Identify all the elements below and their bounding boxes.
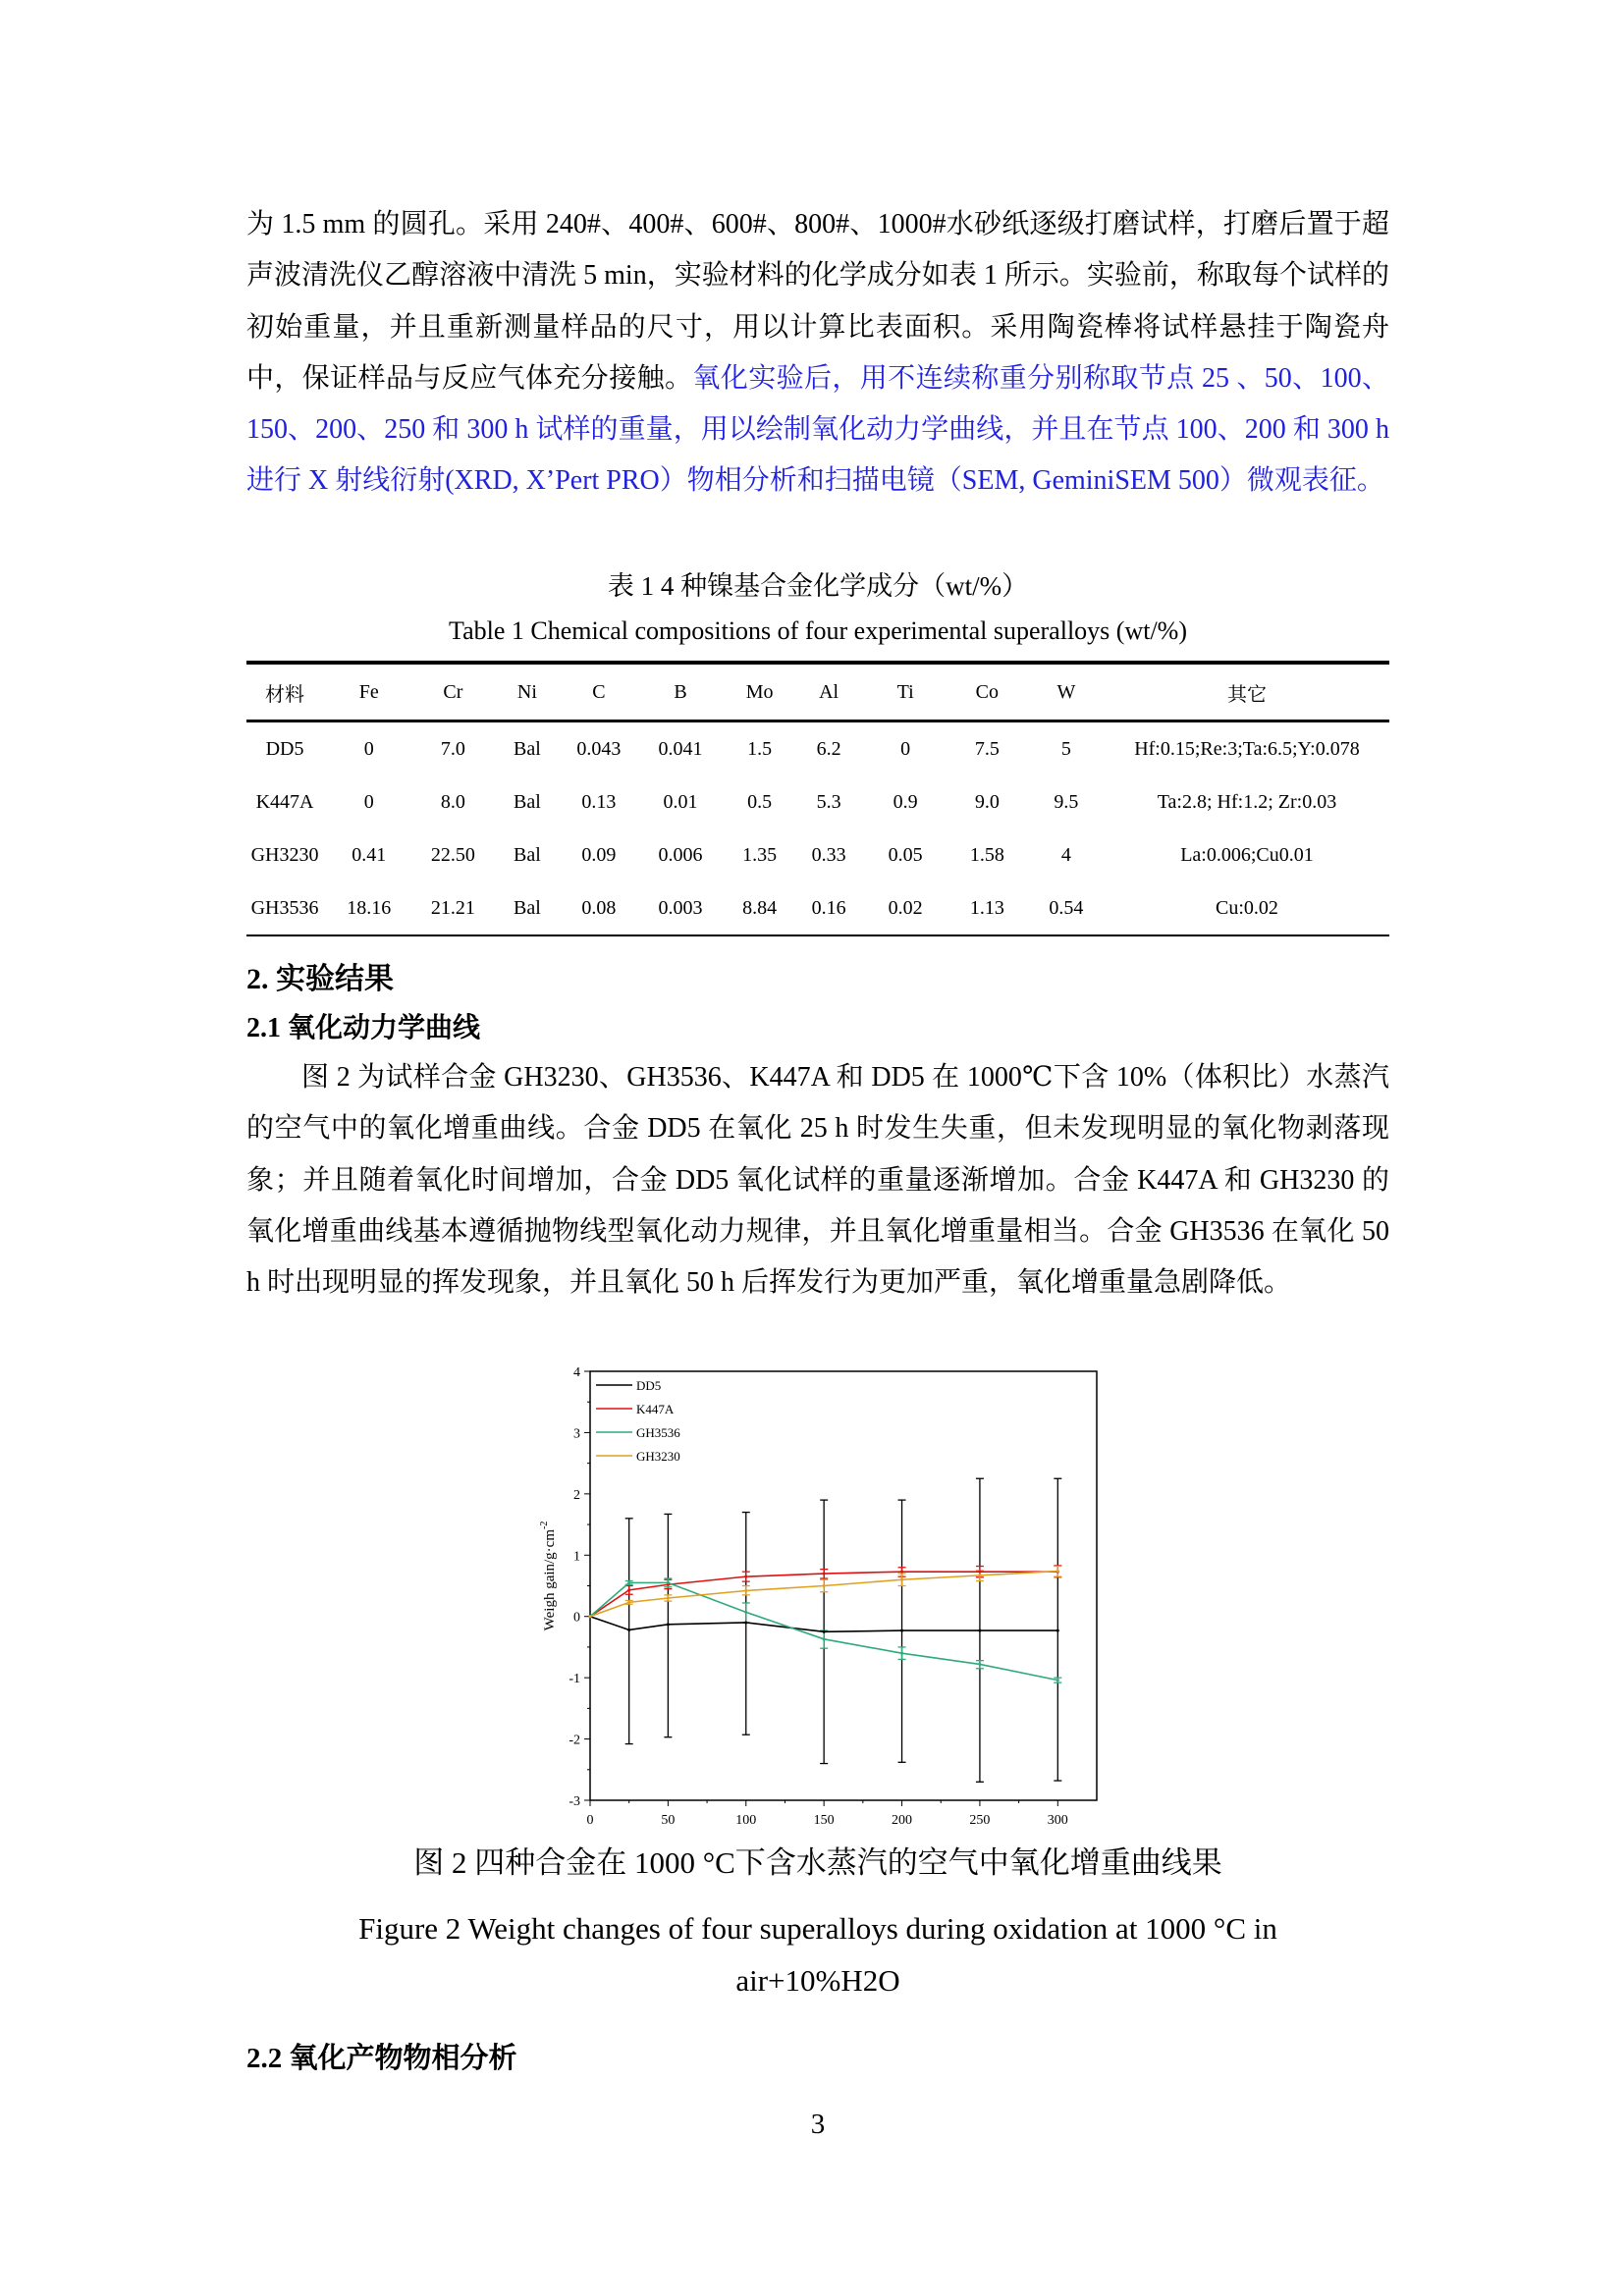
- y-tick-label: 2: [573, 1487, 580, 1503]
- table-cell: 0.006: [658, 843, 703, 866]
- column-header: Co: [947, 663, 1028, 721]
- y-tick-label: 3: [573, 1426, 580, 1442]
- intro-paragraph: [246, 199, 1389, 507]
- data-point-gh3536: [744, 1611, 747, 1614]
- subsection-heading-2-2: 2.2 氧化产物物相分析: [246, 2043, 517, 2074]
- column-header: Mo: [727, 663, 793, 721]
- data-point-dd5: [667, 1623, 670, 1626]
- table-body: [246, 721, 1389, 936]
- table-cell: Cu:0.02: [1216, 896, 1278, 919]
- table-caption-en: Table 1 Chemical compositions of four experimental superalloys (wt/%): [449, 616, 1187, 645]
- y-tick-label: 0: [573, 1610, 580, 1626]
- column-header: B: [634, 663, 726, 721]
- table-cell: GH3536: [250, 896, 319, 919]
- data-point-dd5: [1056, 1629, 1059, 1632]
- table-cell: 1.13: [969, 896, 1004, 919]
- table-cell: 9.5: [1054, 790, 1079, 813]
- intro-text-highlighted: 氧化实验后，用不连续称重分别称取节点 25 、50、100、150、200、250 和 300 h 试样的重量，用以绘制氧化动力学曲线，并且在节点 100、200 和 300 h 进行 X 射线衍射(XRD, X’Pert PRO）物相分析和扫描电镜（SEM, GeminiSEM 500）微观表征。: [246, 362, 1389, 497]
- x-tick-label: 50: [661, 1813, 676, 1828]
- data-point-dd5: [978, 1629, 981, 1632]
- column-header: Cr: [414, 663, 491, 721]
- figure-caption-en-line2: air+10%H2O: [735, 1963, 900, 1998]
- table-row: [246, 828, 1389, 881]
- data-point-k447a: [627, 1588, 630, 1591]
- table-cell: 0.9: [893, 790, 918, 813]
- results-paragraph: 图 2 为试样合金 GH3230、GH3536、K447A 和 DD5 在 1000℃下含 10%（体积比）水蒸汽的空气中的氧化增重曲线。合金 DD5 在氧化 25 h 时发生失重，但未发现明显的氧化物剥落现象；并且随着氧化时间增加，合金 DD5 氧化试样的重量逐渐增加。合金 K447A 和 GH3230 的氧化增重曲线基本遵循抛物线型氧化动力规律，并且氧化增重量相当。合金 GH3536 在氧化 50 h 时出现明显的挥发现象，并且氧化 50 h 后挥发行为更加严重，氧化增重量急剧降低。: [246, 1062, 1389, 1299]
- x-tick-label: 0: [586, 1813, 594, 1828]
- table-row: [246, 881, 1389, 935]
- table-cell: Bal: [514, 896, 541, 919]
- table-cell: Ta:2.8; Hf:1.2; Zr:0.03: [1157, 790, 1337, 813]
- table-cell: 0: [900, 737, 911, 760]
- weight-gain-chart: [530, 1360, 1119, 1831]
- data-point-gh3536: [900, 1652, 903, 1655]
- data-point-k447a: [823, 1573, 826, 1575]
- table-cell: 0.41: [352, 843, 387, 866]
- data-point-gh3230: [823, 1584, 826, 1587]
- table-cell: 4: [1060, 843, 1071, 866]
- y-tick-label: 4: [573, 1365, 580, 1380]
- table-cell: 0.13: [581, 790, 617, 813]
- intro-text: 为 1.5 mm 的圆孔。采用 240#、400#、600#、800#、1000#水砂纸逐级打磨试样，打磨后置于超声波清洗仪乙醇溶液中清洗 5 min，实验材料的化学成分如表 1 所示。实验前，称取每个试样的初始重量，并且重新测量样品的尺寸，用以计算比表面积。采用陶瓷棒将试样悬挂于陶瓷舟中，保证样品与反应气体充分接触。: [246, 209, 1389, 394]
- table-cell: 8.0: [440, 790, 465, 813]
- table-cell: 7.0: [440, 737, 465, 760]
- column-header: 其它: [1105, 663, 1389, 721]
- table-cell: 0.041: [658, 737, 703, 760]
- table-cell: 0.043: [576, 737, 622, 760]
- table-cell: 0.33: [811, 843, 846, 866]
- table-cell: 7.5: [974, 737, 1000, 760]
- table-cell: 0.5: [747, 790, 773, 813]
- table-cell: K447A: [255, 790, 314, 813]
- table-cell: 8.84: [742, 896, 778, 919]
- x-tick-label: 150: [813, 1813, 835, 1828]
- column-header: C: [563, 663, 634, 721]
- data-point-gh3536: [823, 1637, 826, 1640]
- table-cell: 22.50: [430, 843, 475, 866]
- legend-label: GH3536: [636, 1425, 680, 1440]
- table-cell: DD5: [265, 737, 304, 760]
- data-point-k447a: [978, 1571, 981, 1574]
- data-point-dd5: [627, 1629, 630, 1631]
- composition-table: [246, 661, 1389, 936]
- data-point-dd5: [900, 1629, 903, 1632]
- table-caption-cn: 表 1 4 种镍基合金化学成分（wt/%）: [607, 571, 1029, 601]
- section-heading: 2. 实验结果: [246, 963, 394, 995]
- table-cell: Hf:0.15;Re:3;Ta:6.5;Y:0.078: [1134, 737, 1360, 760]
- table-cell: Bal: [514, 790, 541, 813]
- data-point-gh3230: [744, 1589, 747, 1592]
- data-point-gh3230: [978, 1574, 981, 1576]
- data-point-k447a: [900, 1571, 903, 1574]
- x-tick-label: 300: [1047, 1813, 1068, 1828]
- table-cell: 1.58: [969, 843, 1004, 866]
- table-cell: 5.3: [816, 790, 841, 813]
- data-point-gh3230: [627, 1601, 630, 1604]
- column-header: Fe: [323, 663, 414, 721]
- table-cell: 0.16: [811, 896, 846, 919]
- table-cell: 18.16: [347, 896, 392, 919]
- table-cell: 1.5: [747, 737, 773, 760]
- table-cell: 0.54: [1049, 896, 1084, 919]
- data-point-gh3536: [667, 1581, 670, 1584]
- legend-label: DD5: [636, 1378, 662, 1393]
- data-point-k447a: [744, 1575, 747, 1578]
- table-header-row: [246, 663, 1389, 721]
- table-cell: 0.003: [658, 896, 703, 919]
- x-tick-label: 200: [892, 1813, 913, 1828]
- y-tick-label: -2: [568, 1733, 580, 1748]
- y-tick-label: -1: [568, 1672, 580, 1687]
- y-tick-label: -3: [568, 1794, 580, 1809]
- y-tick-label: 1: [573, 1549, 580, 1565]
- table-cell: 5: [1060, 737, 1071, 760]
- figure-caption-cn: 图 2 四种合金在 1000 °C下含水蒸汽的空气中氧化增重曲线果: [413, 1845, 1222, 1880]
- column-header: Al: [793, 663, 865, 721]
- data-point-dd5: [823, 1630, 826, 1633]
- table-cell: 0: [363, 790, 374, 813]
- figure-caption-en-line1: Figure 2 Weight changes of four superalloys during oxidation at 1000 °C in: [358, 1911, 1277, 1946]
- data-point-gh3536: [627, 1581, 630, 1584]
- table-row: [246, 721, 1389, 776]
- data-point-dd5: [744, 1621, 747, 1624]
- data-point-gh3230: [667, 1596, 670, 1599]
- column-header: Ti: [865, 663, 947, 721]
- table-cell: La:0.006;Cu0.01: [1180, 843, 1314, 866]
- table-cell: Bal: [514, 737, 541, 760]
- table-cell: 21.21: [430, 896, 475, 919]
- table-cell: 0.01: [663, 790, 698, 813]
- column-header: 材料: [246, 663, 323, 721]
- table-cell: 0.02: [888, 896, 923, 919]
- table-cell: GH3230: [250, 843, 319, 866]
- x-tick-label: 100: [735, 1813, 757, 1828]
- table-cell: 0: [363, 737, 374, 760]
- data-point-gh3536: [978, 1663, 981, 1666]
- table-cell: 0.08: [581, 896, 617, 919]
- y-axis-label: [539, 1522, 558, 1631]
- data-point-gh3230: [1056, 1570, 1059, 1573]
- table-cell: 0.09: [581, 843, 617, 866]
- legend-label: GH3230: [636, 1449, 680, 1464]
- data-point-gh3230: [589, 1615, 592, 1618]
- y-axis-label-text: Weigh gain/g·cm: [542, 1528, 558, 1631]
- table-cell: 9.0: [974, 790, 1000, 813]
- table-cell: 1.35: [742, 843, 778, 866]
- page-number: 3: [810, 2109, 826, 2140]
- column-header: W: [1028, 663, 1105, 721]
- column-header: Ni: [491, 663, 563, 721]
- data-point-gh3536: [1056, 1679, 1059, 1682]
- table-cell: Bal: [514, 843, 541, 866]
- table-cell: 0.05: [888, 843, 923, 866]
- data-point-gh3230: [900, 1578, 903, 1581]
- subsection-heading-2-1: 2.1 氧化动力学曲线: [246, 1013, 481, 1043]
- x-tick-label: 250: [969, 1813, 991, 1828]
- table-cell: 6.2: [816, 737, 841, 760]
- table-row: [246, 775, 1389, 828]
- y-axis-label-superscript: -2: [539, 1521, 550, 1529]
- legend-label: K447A: [636, 1402, 675, 1416]
